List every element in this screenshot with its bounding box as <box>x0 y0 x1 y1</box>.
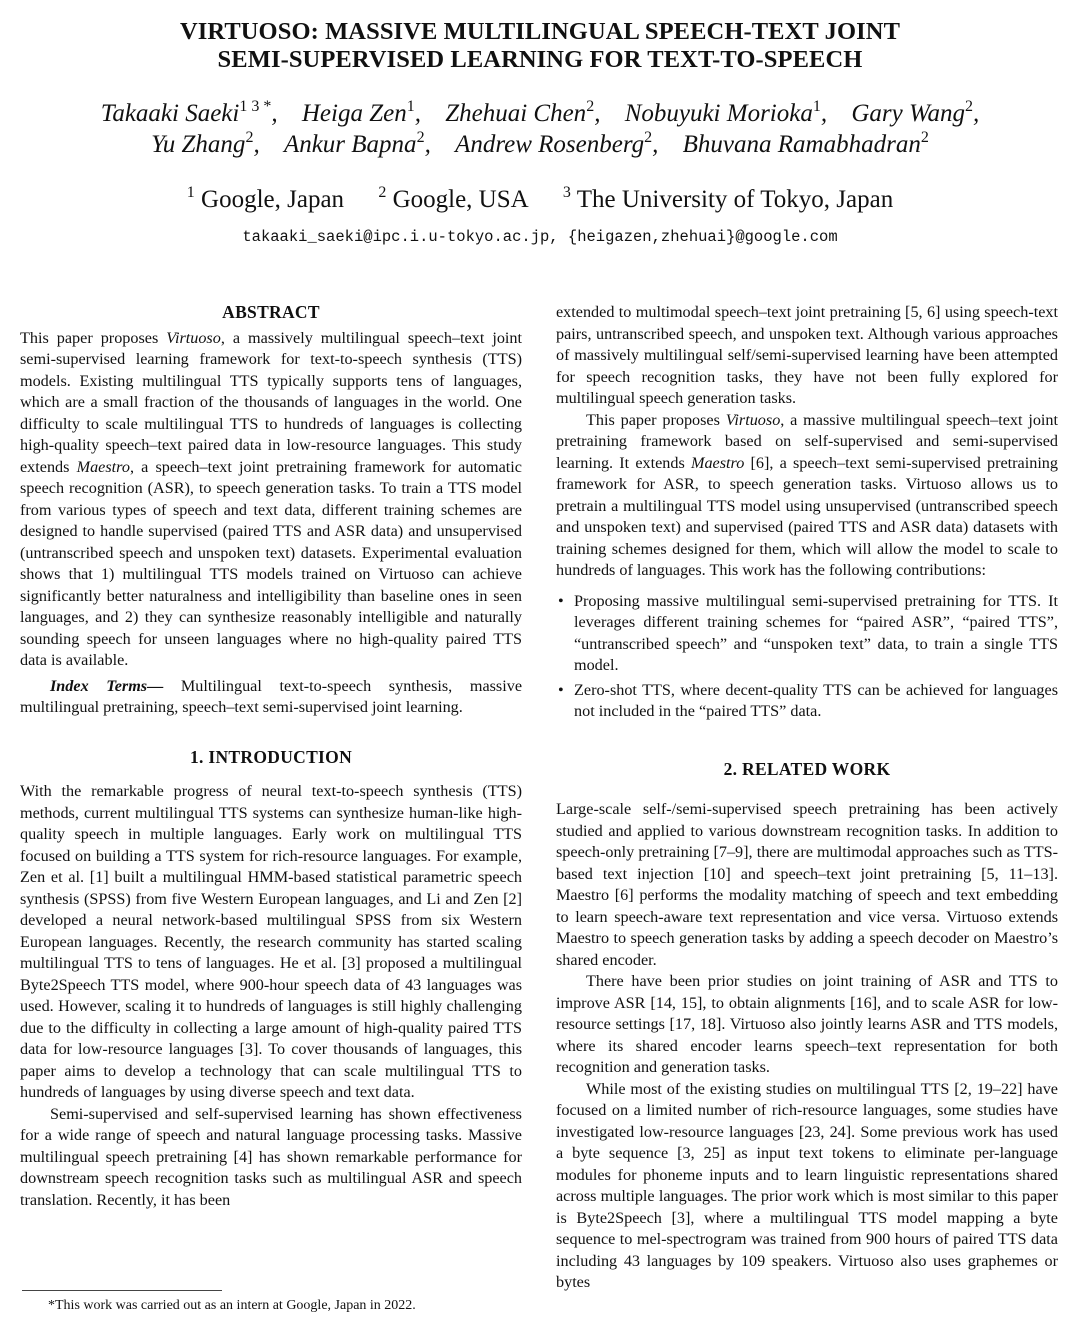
intro-paragraph-2: Semi-supervised and self-supervised learning has shown effectiveness for a wide range of speech and natural language processing tasks. Massive multilingual speech pretraining [4] has shown remarkable performance for downstream speech recognition tasks such as multilingual ASR and speech translation. Recently, it has been <box>20 1104 522 1209</box>
footnote: *This work was carried out as an intern at Google, Japan in 2022. <box>48 1298 416 1313</box>
right-paragraph-2: This paper proposes Virtuoso, a massive multilingual speech–text joint pretraining framework based on self-supervised and semi-supervised learning. It extends Maestro [6], a speech–text semi-supervised pretraining framework for ASR, to speech generation tasks. Virtuoso allows us to pretrain a multilingual TTS model using unsupervised (untranscribed speech and unspoken text) and supervised (paired TTS and ASR data) datasets with training schemes designed for them, which will allow the model to scale to hundreds of languages. This work has the following contributions: <box>556 410 1058 579</box>
related-paragraph-3: While most of the existing studies on multilingual TTS [2, 19–22] have focused on a limited number of rich-resource languages, some studies have investigated low-resource languages [23, 24]. Some previous work has used a byte sequence [3, 25] as input text tokens to eliminate per-language modules for phoneme inputs and to learn linguistic representations shared across multiple languages. The prior work which is most similar to this paper is Byte2Speech [3], where a multilingual TTS model mapping a byte sequence to mel-spectrogram was trained from 900 hours of paired TTS data including 43 languages by 109 speakers. Virtuoso also uses graphemes or bytes <box>556 1079 1058 1291</box>
author: Zhehuai Chen$^2$, <box>445 98 601 127</box>
affiliation: $^3$ The University of Tokyo, Japan <box>562 184 894 213</box>
author-list <box>0 98 1080 160</box>
author: Gary Wang$^2$, <box>851 98 980 127</box>
author: Bhuvana Ramabhadran$^2$ <box>682 129 929 158</box>
author-line-1 <box>0 98 1080 129</box>
affiliation: $^2$ Google, USA <box>378 184 529 213</box>
right-column <box>556 302 1058 1294</box>
footnote-rule <box>22 1290 222 1291</box>
title-line-1: VIRTUOSO: MASSIVE MULTILINGUAL SPEECH-TEXT JOINT <box>179 18 901 45</box>
title-line-2: SEMI-SUPERVISED LEARNING FOR TEXT-TO-SPEECH <box>217 46 863 73</box>
author: Andrew Rosenberg$^2$, <box>455 129 659 158</box>
abstract-text: This paper proposes Virtuoso, a massively multilingual speech–text joint semi-supervised learning framework for text-to-speech synthesis (TTS) models. Existing multilingual TTS typically supports tens of languages, which are a small fraction of the thousands of languages in the world. One difficulty to scale multilingual TTS to hundreds of languages is collecting high-quality speech–text paired data in low-resource languages. This study extends Maestro, a speech–text joint pretraining framework for automatic speech recognition (ASR), to speech generation tasks. To train a TTS model from various types of speech and text data, different training schemes are designed to handle supervised (paired TTS and ASR data) and unsupervised (untranscribed speech and unspoken text) datasets. Experimental evaluation shows that 1) multilingual TTS models trained on Virtuoso can achieve significantly better naturalness and intelligibility than baseline ones in seen languages, and 2) they can synthesize reasonably intelligible and naturally sounding speech for unseen languages where no high-quality paired TTS data is available. <box>20 328 522 669</box>
contribution-item: • Proposing massive multilingual semi-supervised pretraining for TTS. It leverages different training schemes for “paired ASR”, “paired TTS”, “untranscribed speech” and “unspoken text” data, to train a single TTS model. <box>558 591 1058 674</box>
bullet-icon: • <box>558 591 564 610</box>
related-work-heading: 2. RELATED WORK <box>723 758 891 779</box>
related-paragraph-2: There have been prior studies on joint training of ASR and TTS to improve ASR [14, 15], to obtain alignments [16], and to scale ASR for low-resource settings [17, 18]. Virtuoso also jointly learns ASR and TTS models, where its shared encoder learns speech–text representation for both recognition and generation tasks. <box>556 972 1058 1076</box>
author-emails: takaaki_saeki@ipc.i.u-tokyo.ac.jp, {heigazen,zhehuai}@google.com <box>242 228 838 246</box>
affiliation: $^1$ Google, Japan <box>186 184 345 213</box>
bullet-icon: • <box>558 680 564 699</box>
author: Yu Zhang$^2$, <box>151 129 260 158</box>
right-paragraph-1: extended to multimodal speech–text joint pretraining [5, 6] using speech-text pairs, untranscribed speech, and unspoken text. Although various approaches of massively multilingual self/semi-supervised learning have been attempted for speech recognition tasks, they have not been fully explored for multilingual speech generation tasks. <box>556 303 1058 407</box>
intro-paragraph-1: With the remarkable progress of neural text-to-speech synthesis (TTS) methods, current multilingual TTS systems can synthesize human-like high-quality speech in multiple languages. Early work on multilingual TTS focused on building a TTS system for rich-resource languages. For example, Zen et al. [1] built a multilingual HMM-based statistical parametric speech synthesis (SPSS) from five Western European languages, and Li and Zen [2] developed a neural network-based multilingual SPSS from six Western European languages. Recently, the research community has started scaling multilingual TTS to tens of languages. He et al. [3] proposed a multilingual Byte2Speech TTS model, where 900-hour speech data of 43 languages was used. However, scaling it to hundreds of languages is still highly challenging due to the difficulty in collecting a large amount of high-quality paired TTS data for low-resource languages [3]. To cover thousands of languages, this paper aims to develop a technology that can scale multilingual TTS to hundreds of languages by using diverse speech and text data. <box>20 782 522 1101</box>
related-paragraph-1: Large-scale self-/semi-supervised speech pretraining has been actively studied and applied to various downstream recognition tasks. In addition to speech-only pretraining [7–9], there are multimodal approaches such as TTS-based text injection [10] and speech–text joint pretraining [5, 11–13]. Maestro [6] performs the modality matching of speech and text embedding to learn speech-aware text representation and vice versa. Virtuoso extends Maestro to speech generation tasks by adding a speech decoder on Maestro’s shared encoder. <box>556 800 1058 969</box>
introduction-heading: 1. INTRODUCTION <box>189 746 353 767</box>
author: Nobuyuki Morioka$^1$, <box>624 98 828 127</box>
contribution-list <box>556 591 1058 723</box>
author: Heiga Zen$^1$, <box>301 98 421 127</box>
paper-title <box>0 18 1080 74</box>
author: Ankur Bapna$^2$, <box>283 129 431 158</box>
affiliations <box>0 185 1080 215</box>
left-column <box>20 302 522 1211</box>
index-terms: Index Terms— Multilingual text-to-speech synthesis, massive multilingual pretraining, speech–text semi-supervised joint learning. <box>20 676 523 716</box>
author-line-2 <box>0 129 1080 160</box>
author: Takaaki Saeki$^{1 3 *}$, <box>100 98 278 127</box>
contribution-item: • Zero-shot TTS, where decent-quality TTS can be achieved for languages not included in the “paired TTS” data. <box>558 680 1058 720</box>
abstract-heading: ABSTRACT <box>222 302 320 322</box>
